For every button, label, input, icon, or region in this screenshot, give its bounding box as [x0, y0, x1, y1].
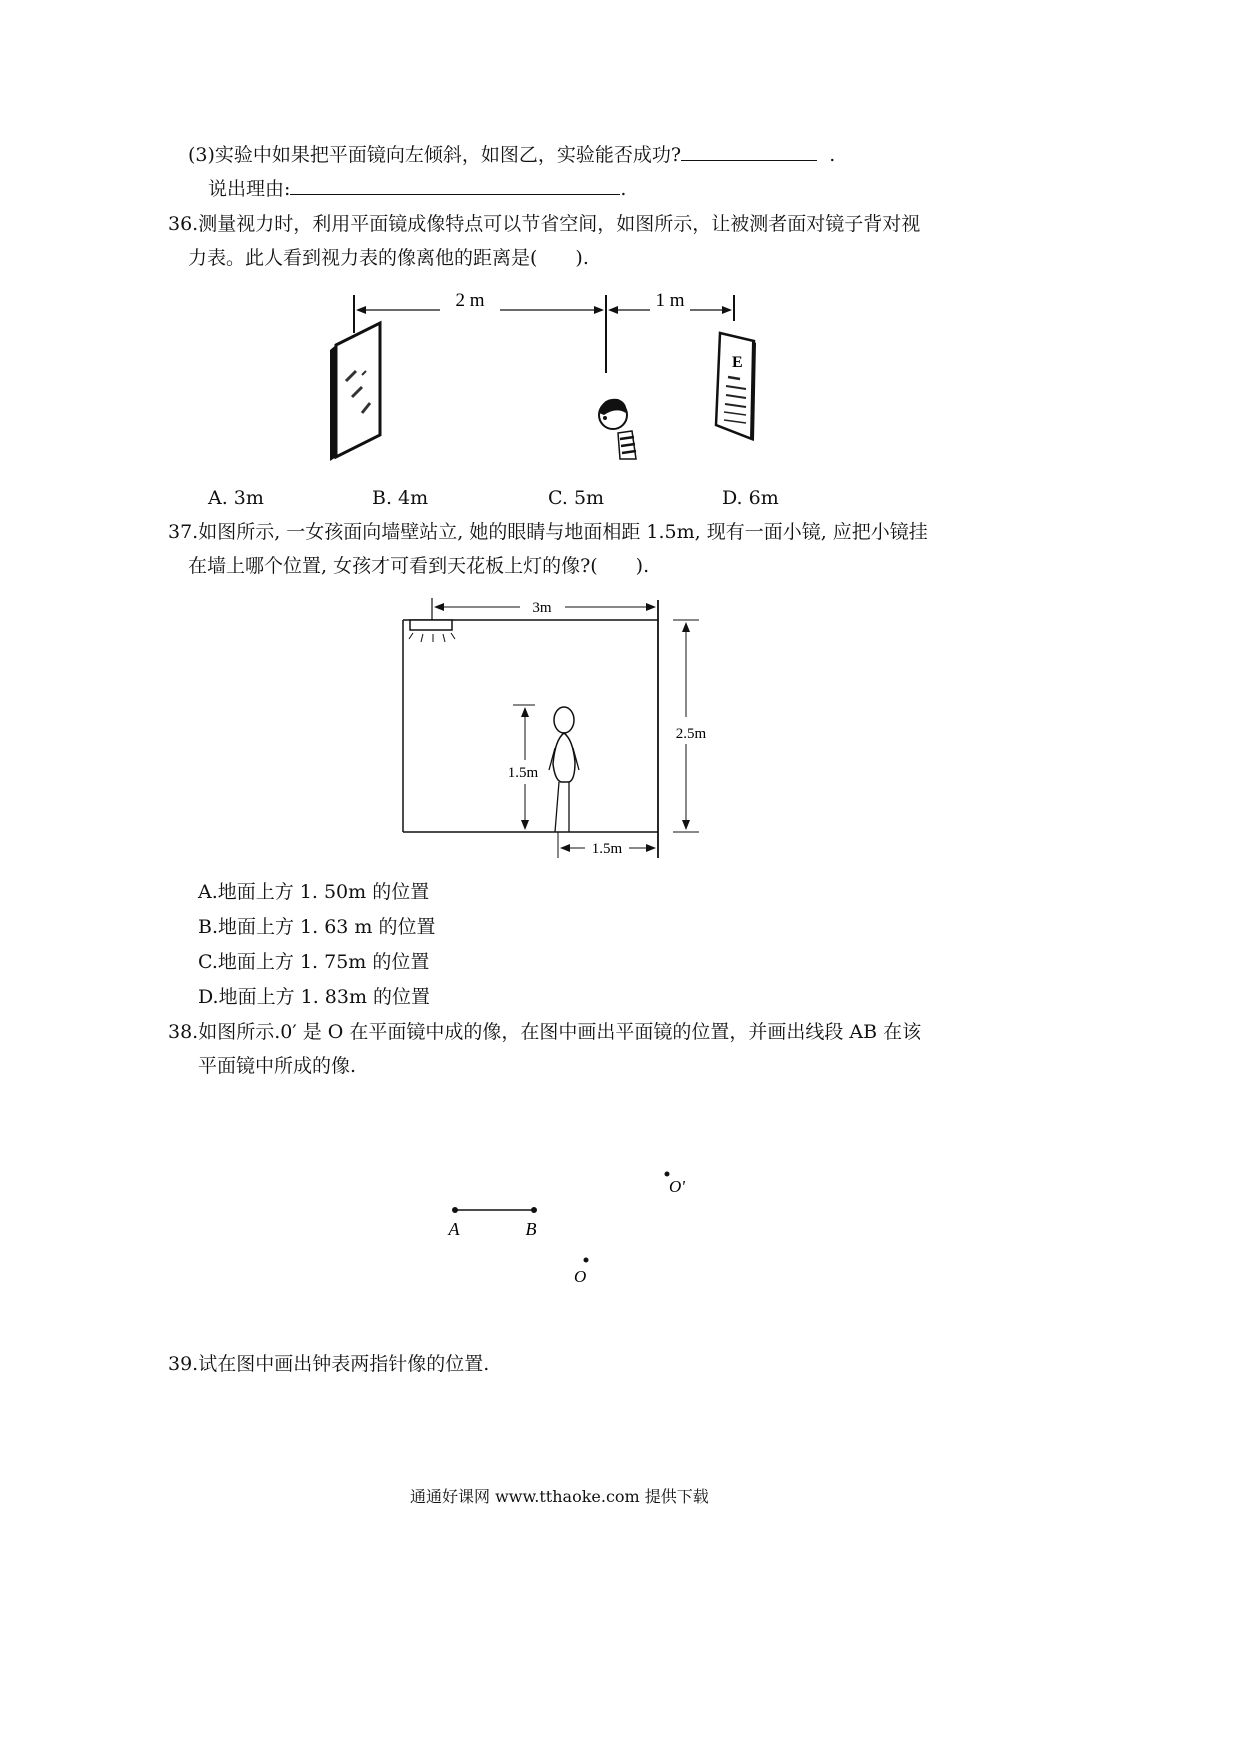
q37-line1: 37.如图所示, 一女孩面向墙壁站立, 她的眼睛与地面相距 1.5m, 现有一面小镜, 应把小镜挂 [168, 521, 928, 543]
lamp-icon [409, 620, 455, 642]
answer-blank[interactable] [681, 142, 817, 161]
q36-option-d[interactable]: D. 6m [722, 487, 779, 509]
dim-floor-1-5m: 1.5m [591, 841, 623, 857]
q38-line1: 38.如图所示.0′ 是 O 在平面镜中成的像，在图中画出平面镜的位置，并画出线段 AB 在该 [168, 1021, 922, 1043]
q39-line1: 39.试在图中画出钟表两指针像的位置. [168, 1353, 490, 1375]
dim-eye-1-5m: 1.5m [507, 765, 539, 781]
girl-icon [549, 707, 579, 832]
label-b: B [525, 1219, 537, 1239]
dim-2-5m: 2.5m [675, 726, 707, 742]
q37-figure [395, 592, 725, 862]
q37-line2: 在墙上哪个位置, 女孩才可看到天花板上灯的像?( ). [188, 555, 650, 577]
boy-icon [599, 399, 636, 459]
q36-option-b[interactable]: B. 4m [372, 487, 429, 509]
q36-line2: 力表。此人看到视力表的像离他的距离是( ). [188, 247, 589, 269]
page-footer: 通通好课网 www.tthaoke.com 提供下载 [410, 1487, 709, 1506]
eye-chart-icon [716, 333, 756, 441]
q35-part3: (3)实验中如果把平面镜向左倾斜，如图乙，实验能否成功? . [188, 144, 836, 166]
q36-line1: 36.测量视力时，利用平面镜成像特点可以节省空间，如图所示，让被测者面对镜子背对视 [168, 213, 921, 235]
q37-option-d[interactable]: D.地面上方 1. 83m 的位置 [198, 986, 431, 1008]
q36-figure [300, 285, 780, 470]
mirror-icon [330, 323, 380, 461]
label-o-prime: O' [669, 1177, 685, 1196]
q36-option-a[interactable]: A. 3m [208, 487, 264, 509]
reason-blank[interactable] [290, 176, 620, 195]
point-o [584, 1258, 589, 1263]
q35-reason: 说出理由: . [208, 178, 627, 200]
point-a [452, 1207, 458, 1213]
q37-option-c[interactable]: C.地面上方 1. 75m 的位置 [198, 951, 430, 973]
dim-3m: 3m [532, 600, 552, 616]
point-b [531, 1207, 537, 1213]
q38-line2: 平面镜中所成的像. [198, 1055, 357, 1077]
chart-letter: E [732, 354, 743, 371]
q37-option-a[interactable]: A.地面上方 1. 50m 的位置 [198, 881, 430, 903]
q36-option-c[interactable]: C. 5m [548, 487, 605, 509]
dim-2m: 2 m [455, 290, 485, 311]
q38-figure [440, 1160, 700, 1290]
dim-1m: 1 m [655, 290, 685, 311]
label-a: A [448, 1219, 460, 1239]
point-o-prime [665, 1172, 670, 1177]
label-o: O [574, 1267, 587, 1286]
q37-option-b[interactable]: B.地面上方 1. 63 m 的位置 [198, 916, 436, 938]
